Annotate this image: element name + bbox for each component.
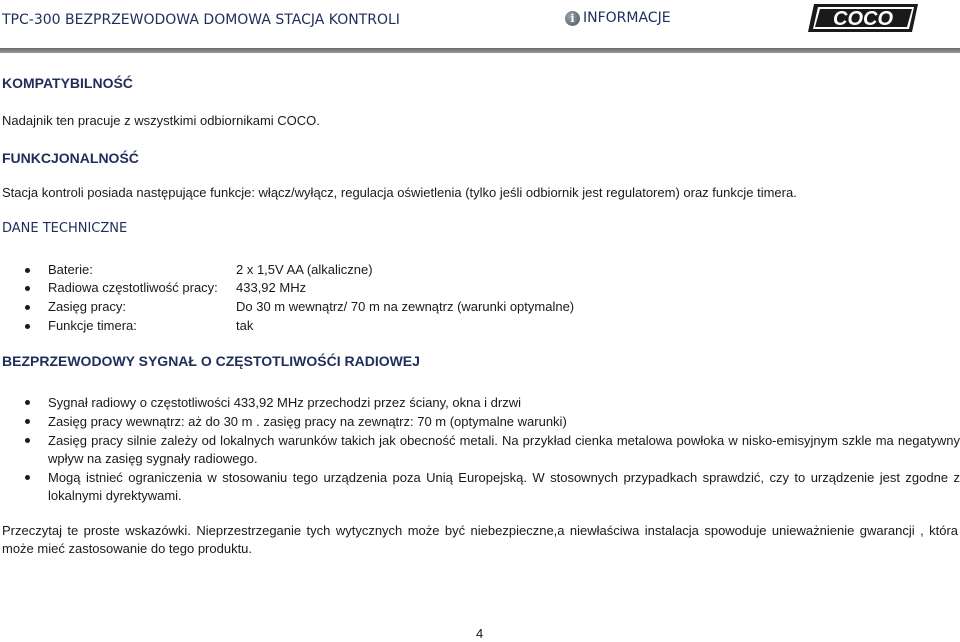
list-item-text: Mogą istnieć ograniczenia w stosowaniu tego urządzenia poza Unią Europejską. W stosownych przypadkach sprawdzić, czy to urządzenie jest zgodne z lokalnymi dyrektywami.: [48, 470, 960, 503]
spec-value: 433,92 MHz: [236, 280, 307, 295]
warning-text: Przeczytaj te proste wskazówki. Nieprzestrzeganie tych wytycznych może być niebezpieczne,a niewłaściwa instalacja spowoduje unieważnienie gwarancji , która może mieć zastosowanie do tego produktu.: [2, 523, 958, 556]
info-label: INFORMACJE: [583, 10, 671, 26]
spec-label: Radiowa częstotliwość pracy:: [48, 280, 218, 295]
info-section-label: [565, 10, 671, 26]
info-icon: i: [565, 11, 580, 26]
spec-label: Funkcje timera:: [48, 318, 137, 333]
spec-row: [0, 280, 960, 298]
list-item-text: Zasięg pracy wewnątrz: aż do 30 m . zasięg pracy na zewnątrz: 70 m (optymalne warunki): [48, 414, 567, 429]
functionality-heading: FUNKCJONALNOŚĆ: [2, 150, 139, 166]
page-header: [0, 0, 960, 46]
technical-data-heading: DANE TECHNICZNE: [2, 221, 128, 236]
bullet-icon: [25, 419, 30, 424]
logo-text: COCO: [833, 8, 893, 30]
document-title: TPC-300 BEZPRZEWODOWA DOMOWA STACJA KONTROLI: [2, 12, 400, 28]
bullet-icon: [25, 286, 30, 291]
coco-logo: [806, 2, 920, 34]
compatibility-text: Nadajnik ten pracuje z wszystkimi odbiornikami COCO.: [2, 113, 320, 128]
header-divider: [0, 48, 960, 53]
bullet-icon: [25, 305, 30, 310]
spec-label: Zasięg pracy:: [48, 299, 127, 314]
bullet-icon: [25, 324, 30, 329]
compatibility-heading: KOMPATYBILNOŚĆ: [2, 75, 133, 91]
spec-row: [0, 262, 960, 280]
bullet-icon: [25, 475, 30, 480]
spec-value: Do 30 m wewnątrz/ 70 m na zewnątrz (warunki optymalne): [236, 299, 575, 314]
list-item-text: Zasięg pracy silnie zależy od lokalnych warunków takich jak obecność metali. Na przykład cienka metalowa powłoka w nisko-emisyjnym szkle ma negatywny wpływ na zasięg sygnały radiowego.: [48, 433, 960, 466]
bullet-icon: [25, 268, 30, 273]
spec-value: tak: [236, 318, 254, 333]
list-item-text: Sygnał radiowy o częstotliwości 433,92 MHz przechodzi przez ściany, okna i drzwi: [48, 395, 522, 410]
bullet-icon: [25, 438, 30, 443]
radio-signal-heading: BEZPRZEWODOWY SYGNAŁ O CZĘSTOTLIWOŚĆI RADIOWEJ: [2, 353, 420, 369]
functionality-text: Stacja kontroli posiada następujące funkcje: włącz/wyłącz, regulacja oświetlenia (tylko jeśli odbiornik jest regulatorem) oraz funkcje timera.: [2, 185, 797, 200]
spec-row: [0, 299, 960, 317]
spec-row: [0, 318, 960, 336]
page-number: 4: [476, 626, 484, 641]
spec-value: 2 x 1,5V AA (alkaliczne): [236, 262, 373, 277]
bullet-icon: [25, 400, 30, 405]
spec-label: Baterie:: [48, 262, 93, 277]
